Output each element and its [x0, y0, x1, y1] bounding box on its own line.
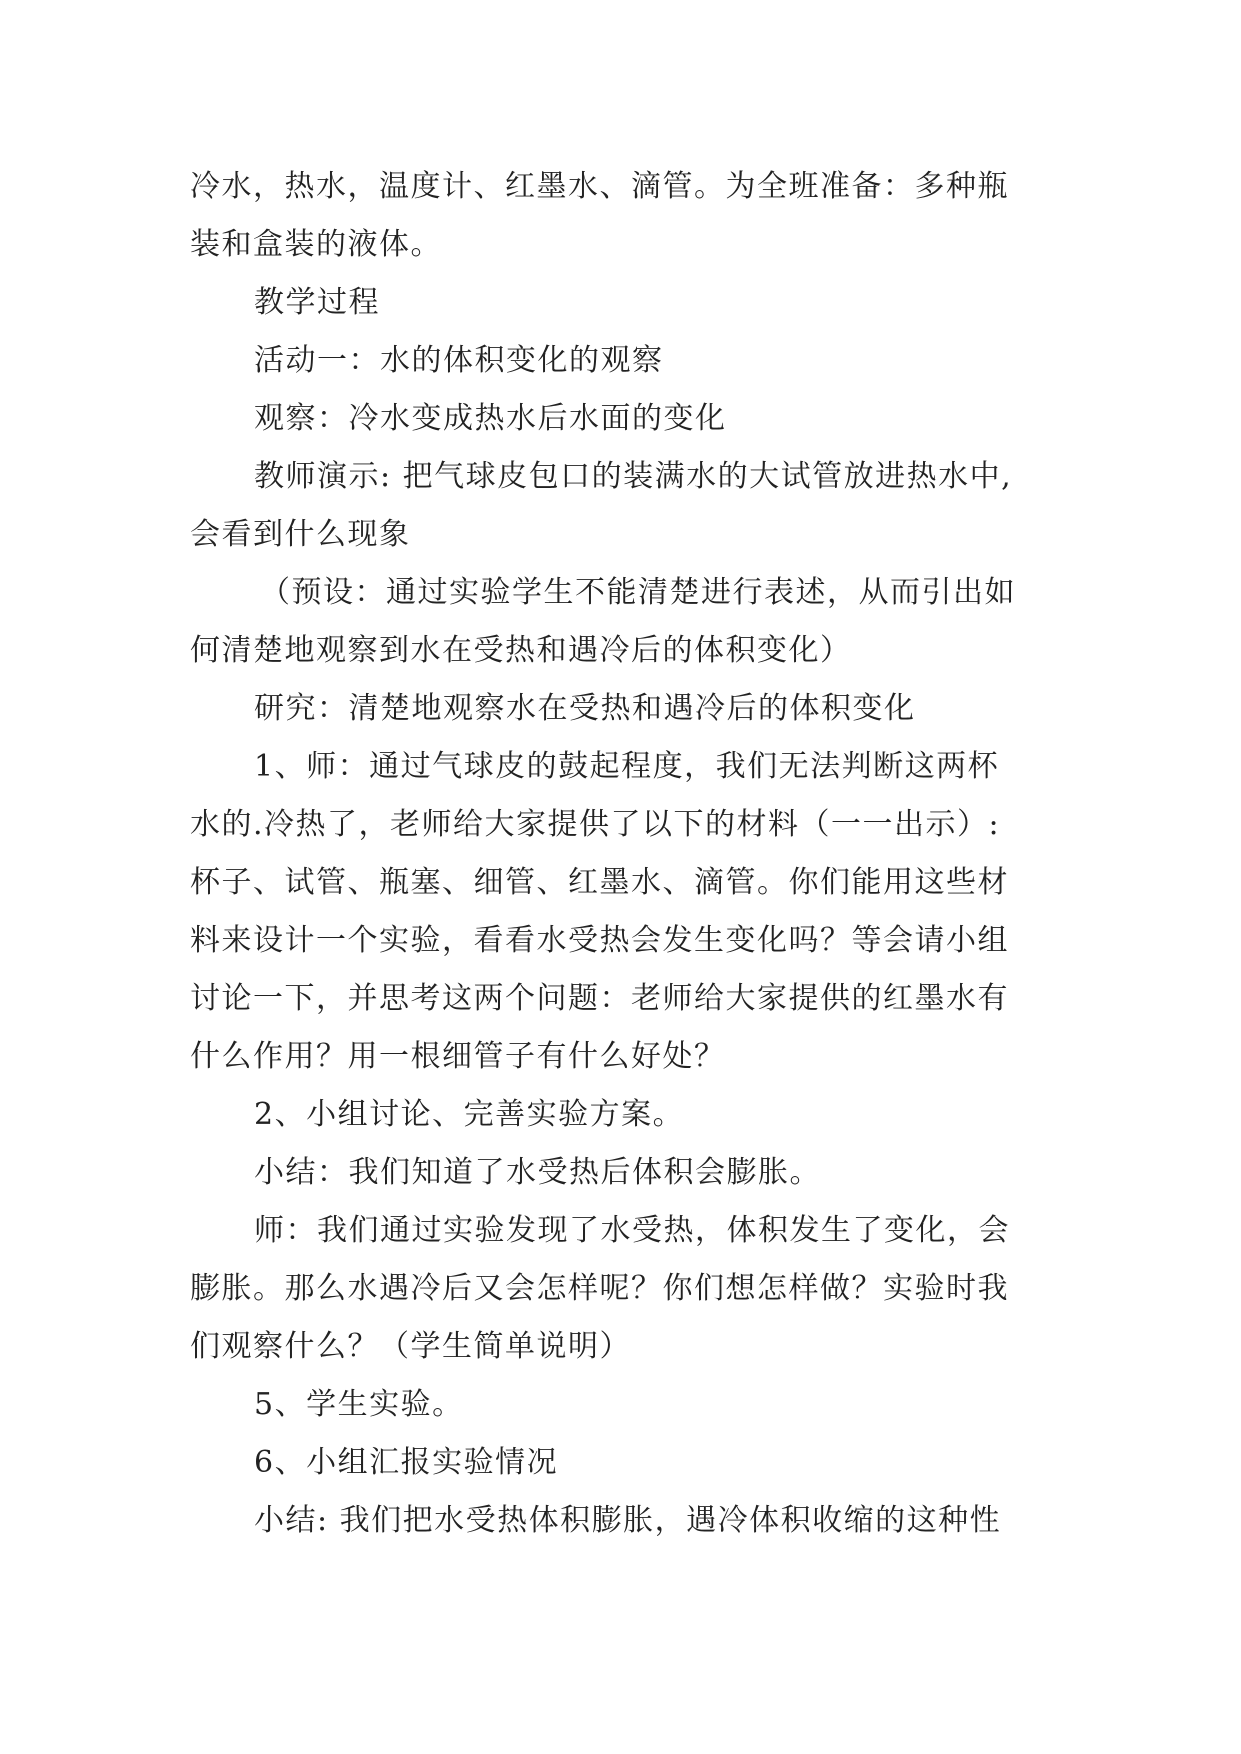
text-line: 讨论一下，并思考这两个问题：老师给大家提供的红墨水有 [190, 981, 1009, 1016]
text-line: 观察：冷水变成热水后水面的变化 [254, 401, 727, 436]
text-line: 小结: 我们把水受热体积膨胀，遇冷体积收缩的这种性 [254, 1503, 1002, 1538]
text-line: 会看到什么现象 [190, 517, 411, 552]
text-line: 小结：我们知道了水受热后体积会膨胀。 [254, 1155, 821, 1190]
text-line: 5、学生实验。 [254, 1387, 464, 1422]
text-line: 水的.冷热了，老师给大家提供了以下的材料（一一出示）: [190, 807, 1001, 842]
text-line: 研究：清楚地观察水在受热和遇冷后的体积变化 [254, 691, 916, 726]
text-line: （预设：通过实验学生不能清楚进行表述，从而引出如 [260, 575, 1016, 610]
section-heading: 教学过程 [254, 285, 380, 320]
text-line: 师：我们通过实验发现了水受热，体积发生了变化，会 [254, 1213, 1010, 1248]
activity-heading: 活动一：水的体积变化的观察 [254, 343, 664, 378]
text-line: 1、师：通过气球皮的鼓起程度，我们无法判断这两杯 [254, 749, 1000, 784]
text-line: 2、小组讨论、完善实验方案。 [254, 1097, 685, 1132]
text-line: 料来设计一个实验，看看水受热会发生变化吗？等会请小组 [190, 923, 1009, 958]
text-line: 6、小组汇报实验情况 [254, 1445, 559, 1480]
text-line: 何清楚地观察到水在受热和遇冷后的体积变化） [190, 633, 852, 668]
text-line: 膨胀。那么水遇冷后又会怎样呢？你们想怎样做？实验时我 [190, 1271, 1009, 1306]
text-line: 装和盒装的液体。 [190, 227, 442, 262]
text-line: 们观察什么？（学生简单说明） [190, 1329, 631, 1364]
document-body [190, 158, 1060, 1550]
text-line: 教师演示: 把气球皮包口的装满水的大试管放进热水中, [254, 459, 1013, 494]
text-line: 冷水，热水，温度计、红墨水、滴管。为全班准备：多种瓶 [190, 169, 1009, 204]
text-line: 什么作用？用一根细管子有什么好处？ [190, 1039, 726, 1074]
text-line: 杯子、试管、瓶塞、细管、红墨水、滴管。你们能用这些材 [190, 865, 1009, 900]
